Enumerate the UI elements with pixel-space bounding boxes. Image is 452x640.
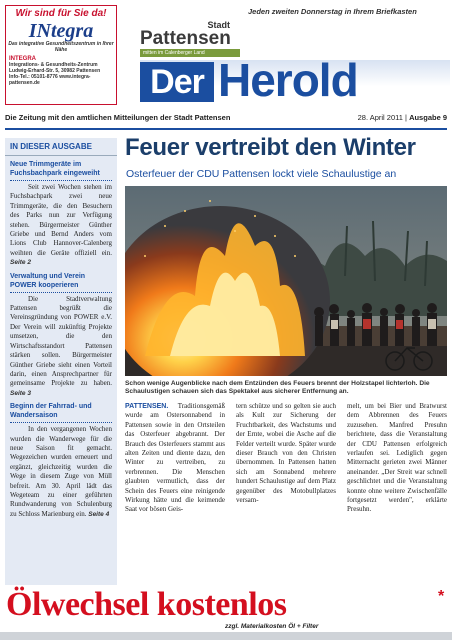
sidebar-teaser-power[interactable] bbox=[5, 268, 117, 398]
teaser-body: Die Stadtverwaltung Pattensen begrüßt die Vereinsgründung von POWER e.V. Der Verein will zukünftig Projekte umsetzen, die den Wirtschaftsstandort Pattensen stärken sollen. Bürgermeister Günther Griebe sieht einen Vorteil darin, einen Ansprechpartner für gemeinsame Projekte zu haben. bbox=[10, 294, 112, 388]
teaser-title: Neue Trimmgeräte im Fuchsbachpark eingeweiht bbox=[10, 161, 100, 177]
teaser-text bbox=[10, 425, 112, 519]
masthead-der: Der bbox=[140, 62, 214, 102]
article-subhead: Osterfeuer der CDU Pattensen lockt viele Schaulustige an bbox=[126, 168, 397, 180]
city-logo-claim: mitten im Calenberger Land bbox=[140, 49, 240, 57]
teaser-text bbox=[10, 183, 112, 268]
publication-statement: Die Zeitung mit den amtlichen Mitteilungen der Stadt Pattensen bbox=[5, 113, 231, 122]
city-logo-name: Pattensen bbox=[140, 28, 231, 49]
ad-company-name: INTEGRA bbox=[9, 56, 36, 62]
article-column-2: tern schütze und so gelten sie auch als Kult zur Sicherung der Fruchtbarkeit, des Wachstums und der Ernte, wobei die Asche auf die Felder verteilt wurde. Später wurde dieser Brauch von den Christen übernommen. In Pattensen hatten sich am Sonnabend mehrere hundert Schaulustige auf dem Platz gegenüber des Motobullplatzes versam- bbox=[236, 402, 336, 505]
sidebar-header: IN DIESER AUSGABE bbox=[5, 138, 117, 156]
in-this-issue-sidebar bbox=[5, 138, 117, 585]
article-dateline: PATTENSEN. bbox=[125, 403, 169, 410]
article-headline: Feuer vertreibt den Winter bbox=[125, 134, 416, 161]
integra-logo: INtegra bbox=[28, 20, 94, 42]
teaser-page-ref[interactable]: Seite 4 bbox=[88, 510, 110, 518]
ad-description: Das integrative Gesundheitszentrum in Ihrer Nähe bbox=[8, 41, 114, 53]
article-column-1 bbox=[125, 402, 225, 515]
masthead bbox=[140, 54, 450, 106]
distribution-tagline: Jeden zweiten Donnerstag in Ihrem Briefkasten bbox=[248, 7, 417, 16]
sidebar-teaser-wandersaison[interactable] bbox=[5, 398, 117, 519]
teaser-divider bbox=[10, 180, 112, 181]
city-logo bbox=[140, 20, 240, 57]
ad-logo-band bbox=[0, 632, 452, 640]
issue-number: Ausgabe 9 bbox=[409, 113, 447, 122]
masthead-herold: Herold bbox=[218, 54, 358, 106]
easter-fire-image bbox=[125, 186, 447, 376]
ad-line3: Info-Tel.: 05101-8776 www.integra-pattensen.de bbox=[9, 74, 91, 86]
article-column-1-text: Traditionsgemäß wurde am Ostersonnabend in Pattensen sowie in den Ortsteilen das Osterfeuer abgebrannt. Der Brauch des Osterfeuers stammt aus alten Zeiten und diente dazu, den Winter zu vertreiben, zu verbrennen. Die Menschen glaubten vermutlich, dass der Schein des Feuers eine reinigende Wirkung hätte und die keimende Saat vor bösen Geis- bbox=[125, 402, 225, 514]
teaser-title: Verwaltung und Verein POWER kooperieren bbox=[10, 272, 86, 289]
masthead-rule bbox=[5, 128, 447, 130]
sidebar-teaser-trimmgeraete[interactable] bbox=[5, 156, 117, 268]
easter-fire-photo bbox=[125, 186, 447, 376]
teaser-divider bbox=[10, 292, 112, 293]
teaser-page-ref[interactable]: Seite 3 bbox=[10, 389, 31, 397]
teaser-body: In den vergangenen Wochen wurden die Wanderwege für die neue Saison fit gemacht. Wegezeichen wurden erneuert und ergänzt, gleichzeitig wurden die Wege in diesem Zuge von Müll befreit. Am 30. April lädt das Wegeteam zu einer geführten Rundwanderung von Schulenburg zu Schloss Marienburg ein. bbox=[10, 425, 112, 518]
ad-line2: Ludwig-Erhard-Str. 5, 30982 Pattensen bbox=[9, 68, 101, 74]
teaser-title: Beginn der Fahrrad- und Wandersaison bbox=[10, 403, 92, 420]
issue-info bbox=[358, 113, 447, 122]
integra-ad[interactable] bbox=[5, 5, 117, 105]
issue-date: 28. April 2011 | bbox=[357, 113, 410, 122]
teaser-text bbox=[10, 295, 112, 398]
asterisk: * bbox=[438, 588, 445, 605]
teaser-page-ref[interactable]: Seite 2 bbox=[10, 259, 31, 267]
ad-slogan: Wir sind für Sie da! bbox=[15, 8, 107, 19]
city-logo-stadt: Stadt bbox=[207, 20, 230, 30]
article-body bbox=[125, 402, 447, 592]
autohaus-ad[interactable] bbox=[0, 588, 452, 640]
ad-fineprint: zzgl. Materialkosten Öl + Filter bbox=[225, 623, 319, 630]
ad-line1: Integrations- & Gesundheits-Zentrum bbox=[9, 62, 98, 68]
teaser-divider bbox=[10, 422, 112, 423]
teaser-body: Seit zwei Wochen stehen im Fuchsbachpark zwei neue Trimmgeräte, die den Besuchern des Parks nun zur Verfügung stehen. Bürgermeister Günther Griebe und Bernd Anders vom Lions Club Hannover-Calenberg weihten die Geräte offiziell ein. bbox=[10, 183, 112, 257]
masthead-subline bbox=[5, 113, 447, 125]
oil-change-headline: Ölwechsel kostenlos bbox=[6, 586, 287, 623]
article-column-3: melt, um bei Bier und Bratwurst dem Abbrennen des Feuers zuzusehen. Manfred Presuhn berichtete, dass die Veranstaltung der CDU Pattensen erfolgreich verlaufen sei. Lediglich gegen Mitternacht gerieten zwei Männer aneinander. „Der Streit war schnell geschlichtet und die Veranstaltung konnte ohne weitere Zwischenfälle fortgesetzt werden", erklärte Presuhn. bbox=[347, 402, 447, 514]
photo-caption: Schon wenige Augenblicke nach dem Entzünden des Feuers brennt der Holzstapel lichterloh. Die Schaulustigen schauen sich das Spektakel aus sicherer Entfernung an. bbox=[125, 380, 430, 396]
